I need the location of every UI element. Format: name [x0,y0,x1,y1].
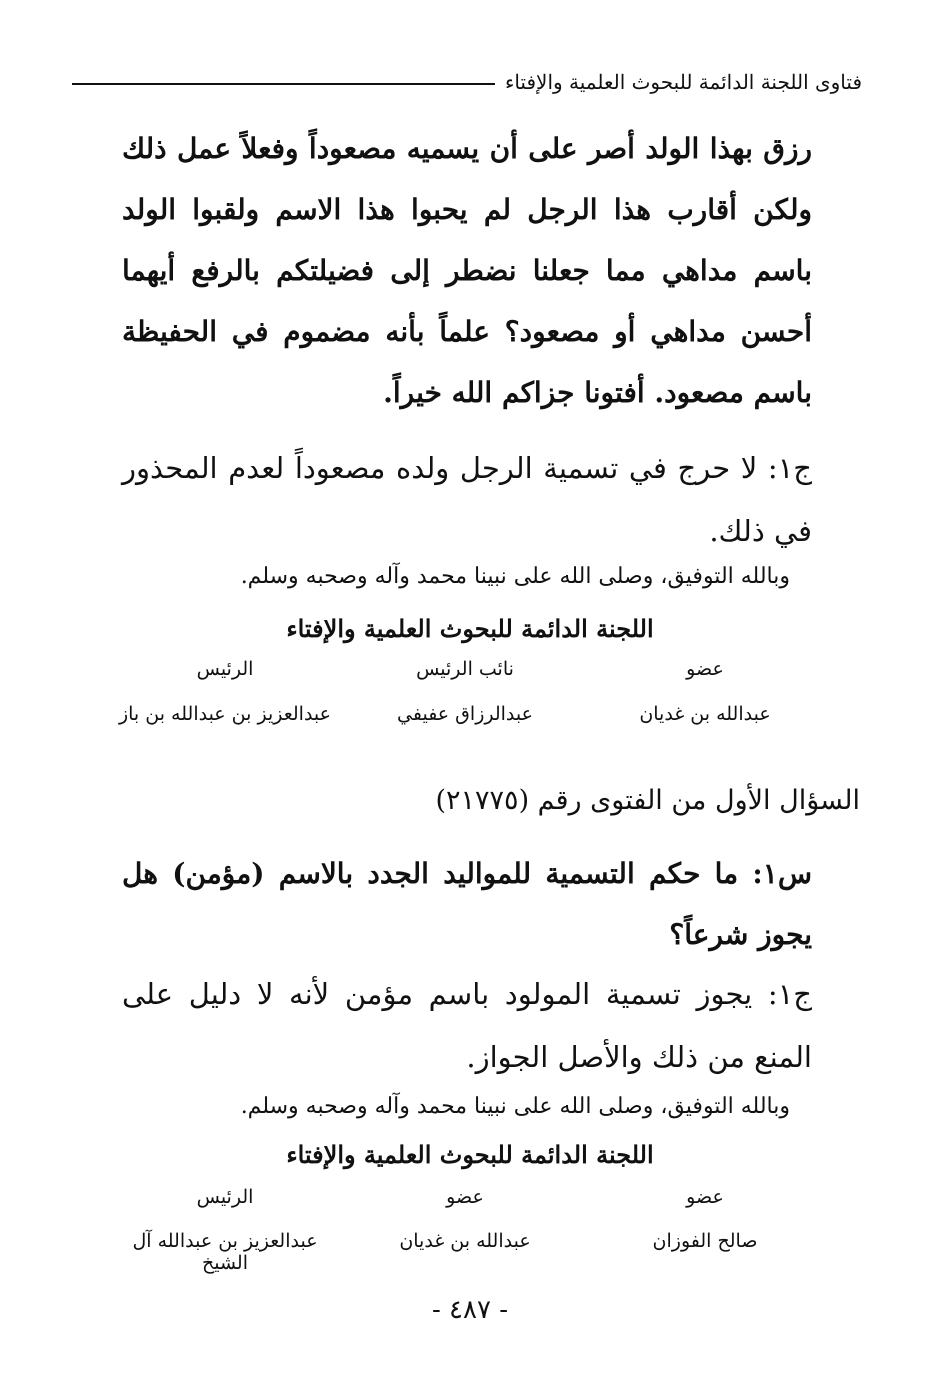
signatory-name: عبدالعزيز بن عبدالله آل الشيخ [132,1230,318,1274]
signatory-names-2 [115,1230,815,1274]
signatory-role: عضو [686,658,724,680]
answer-block-1 [122,437,812,563]
running-header [72,70,862,94]
page-number: - ٤٨٧ - [431,1295,509,1325]
header-rule [72,83,495,85]
answer-block-2 [122,963,812,1089]
answer-text-1: ج١: لا حرج في تسمية الرجل ولده مصعوداً لعدم المحذور في ذلك. [122,451,812,548]
closing-formula-1: وبالله التوفيق، وصلى الله على نبينا محمد وآله وصحبه وسلم. [240,564,790,589]
signatory-names-1 [115,703,815,725]
signatory-name: عبدالرزاق عفيفي [397,703,533,725]
signatory-roles-1 [115,658,815,680]
committee-name-1: اللجنة الدائمة للبحوث العلمية والإفتاء [286,614,654,643]
question-continuation-block [122,118,812,423]
signatory-role: عضو [686,1186,724,1208]
question-block-2 [122,843,812,965]
question-text-2: س١: ما حكم التسمية للمواليد الجدد بالاسم (مؤمن) هل يجوز شرعاً؟ [122,857,812,951]
committee-name-2: اللجنة الدائمة للبحوث العلمية والإفتاء [286,1140,654,1169]
signatory-role: نائب الرئيس [416,658,514,680]
question-continuation-text: رزق بهذا الولد أصر على أن يسميه مصعوداً وفعلاً عمل ذلك ولكن أقارب هذا الرجل لم يحبوا هذا الاسم ولقبوا الولد باسم مداهي مما جعلنا نضطر إلى فضيلتكم بالرفع أيهما أحسن مداهي أو مصعود؟ علماً بأنه مضموم في الحفيظة باسم مصعود. أفتونا جزاكم الله خيراً. [122,132,812,409]
signatory-role: الرئيس [196,1186,254,1208]
closing-formula-2: وبالله التوفيق، وصلى الله على نبينا محمد وآله وصحبه وسلم. [240,1094,790,1119]
running-title: فتاوى اللجنة الدائمة للبحوث العلمية والإفتاء [504,70,862,94]
signatory-role: الرئيس [196,658,254,680]
answer-text-2: ج١: يجوز تسمية المولود باسم مؤمن لأنه لا دليل على المنع من ذلك والأصل الجواز. [122,977,812,1074]
signatory-name: عبدالله بن غديان [639,703,771,725]
signatory-name: عبدالله بن غديان [399,1230,531,1252]
signatory-role: عضو [446,1186,484,1208]
signatory-roles-2 [115,1186,815,1208]
signatory-name: صالح الفوزان [652,1230,758,1252]
signatory-name: عبدالعزيز بن عبدالله بن باز [118,703,332,725]
fatwa-title: السؤال الأول من الفتوى رقم (٢١٧٧٥) [435,785,860,816]
